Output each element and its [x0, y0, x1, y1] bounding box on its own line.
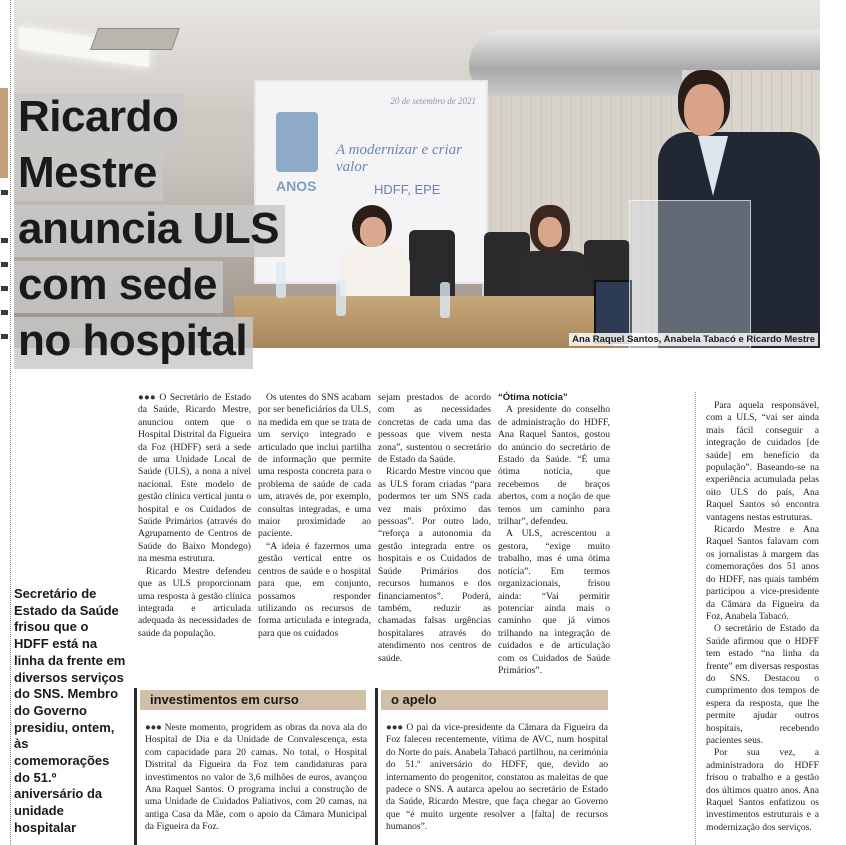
photo-caption: Ana Raquel Santos, Anabela Tabacó e Ricardo Mestre	[569, 333, 818, 346]
paragraph: O pai da vice-presidente da Câmara da Figueira da Foz faleceu recentemente, vítima de AVC, num hospital do Norte do país. Anabela Tabacó partilhou, na cerimónia do 51.º aniversário do HDFF, que, devido ao internamento do progenitor, constatou as maleitas de que padece o SNS. A autarca apelou ao secretário de Estado da Saúde, Ricardo Mestre, que faça chegar ao Governo que “é muito urgente resolver a [falta] de recursos humanos”.	[386, 722, 608, 833]
box-apelo	[386, 722, 608, 834]
margin-mark	[1, 238, 8, 243]
headline-line: com sede	[14, 261, 223, 313]
paragraph: Por sua vez, a administradora do HDFF frisou o trabalho e a gestão dos últimos quatro anos. Ana Raquel Santos enfatizou os investimentos estruturais e a modernização dos serviços.	[706, 747, 819, 833]
paragraph: O secretário de Estado da Saúde afirmou que o HDFF tem estado “na linha da frente” em diversas respostas do SNS. Destacou o cumprimento dos tempos de espera da resposta, que lhe permite ajudar outros hospitais, recebendo pacientes seus.	[706, 623, 819, 746]
paragraph: Para aquela responsável, com a ULS, “vai ser ainda mais fácil conseguir a integração de cuidados [de saúde] em benefício da população”. Baseando-se na experiência acumulada pelas oito ULS do país, Ana Raquel Santos só encontra vantagens nestas estruturas.	[706, 400, 819, 523]
paragraph: O Secretário de Estado da Saúde, Ricardo Mestre, anunciou ontem que o Hospital Distrital da Figueira da Foz (HDFF) será a sede de uma Unidade Local de Saúde (ULS), a nona a nível nacional. Este modelo de gestão clínica vertical junta o hospital e os Cuidados de Saúde Primários (através do Agrupamento de Centros de Saúde do Baixo Mondego) na mesma estrutura.	[138, 392, 251, 565]
headline-line: Ricardo	[14, 93, 184, 145]
slide-anos: ANOS	[276, 178, 317, 194]
margin-mark	[1, 334, 8, 339]
paragraph: A presidente do conselho de administração do HDFF, Ana Raquel Santos, gostou do anúncio do secretário de Estado da Saúde. “É uma ótima notícia, que recebemos de braços abertos, com a noção de que temos um caminho para trilhar”, defendeu.	[498, 404, 610, 528]
margin-mark	[1, 262, 8, 267]
box-rule	[375, 688, 378, 845]
glass-lectern	[629, 200, 751, 348]
margin-mark	[1, 310, 8, 315]
paragraph: Ricardo Mestre e Ana Raquel Santos falavam com os jornalistas à margem das comemorações dos 51 anos do HDFF, nas quais também participou a vice-presidente da Câmara da Figueira da Foz, Anabela Tabacó.	[706, 524, 819, 622]
paragraph: “A ideia é fazermos uma gestão vertical entre os centros de saúde e o hospital para que, em conjunto, possamos responder utilizando os recursos de forma articulada e integrada, para que os cuidados	[258, 540, 371, 639]
paragraph: Neste momento, progridem as obras da nova ala do Hospital de Dia e da Unidade de Convalescença, esta com capacidade para 20 camas. No total, o Hospital Distrital da Figueira da Foz tem candidaturas para investimentos no valor de 3,6 milhões de euros, avançou Ana Raquel Santos. O programa inclui a construção de uma Unidade de Cuidados Paliativos, com 20 camas, na antiga Casa da Mãe, com o apoio da Câmara Municipal da Figueira da Foz.	[145, 722, 367, 833]
headline-line: Mestre	[14, 149, 163, 201]
section-subhead: “Ótima notícia”	[498, 392, 568, 403]
slide-tagline: A modernizar e criar valor	[336, 142, 462, 175]
slide-org: HDFF, EPE	[374, 182, 441, 197]
article-column-2	[258, 392, 371, 640]
article-column-4	[498, 392, 610, 677]
margin-mark	[1, 190, 8, 195]
paragraph: sejam prestados de acordo com as necessidades concretas de cada uma das pessoas que vivem nesta zona”, sustentou o secretário de Estado da Saúde.	[378, 392, 491, 466]
paragraph: A ULS, acrescentou a gestora, “exige muito trabalho, mas é uma ótima notícia”. Em termos organizacionais, frisou ainda: “Vai permitir potenciar ainda mais o caminho que já vimos trilhando na integração de cuidados e de articulação com os Cuidados de Saúde Primários”.	[498, 528, 610, 676]
article-column-1	[138, 392, 251, 640]
bullet-marker: ●●●	[138, 392, 156, 403]
bullet-marker: ●●●	[145, 722, 162, 733]
headline	[14, 93, 314, 373]
bullet-marker: ●●●	[386, 722, 404, 733]
article-column-3	[378, 392, 491, 665]
slide-date: 20 de setembro de 2021	[390, 96, 476, 106]
lead-summary: Secretário de Estado da Saúde frisou que o HDFF está na linha da frente em diversos serviços do SNS. Membro do Governo presidiu, ontem, às comemorações do 51.º aniversário da unidade hospitalar	[14, 586, 126, 835]
photo-vent	[90, 28, 180, 50]
box-title-apelo: o apelo	[381, 690, 608, 710]
headline-line: anuncia ULS	[14, 205, 285, 257]
margin-mark	[1, 286, 8, 291]
margin-strip	[0, 0, 11, 845]
paragraph: Ricardo Mestre vincou que as ULS foram criadas “para podermos ter um SNS cada vez mais próximo das pessoas”. Por outro lado, “reforça a autonomia da gestão integrada entre os hospitais e os Cuidados de Saúde Primários dos recursos humanos e dos financiamentos”. Poderá, também, reduzir as chamadas falsas urgências hospitalares através do atendimento nos centros de saúde.	[378, 466, 491, 664]
box-rule	[134, 688, 137, 845]
box-title-investimentos: investimentos em curso	[140, 690, 366, 710]
headline-line: no hospital	[14, 317, 253, 369]
water-bottle	[440, 282, 450, 318]
paragraph: Ricardo Mestre defendeu que as ULS proporcionam uma resposta à gestão clínica integrada e articulada adequada às necessidades de saúde da população.	[138, 565, 251, 639]
article-column-5	[706, 400, 819, 834]
column-divider	[695, 392, 696, 845]
paragraph: Os utentes do SNS acabam por ser beneficiários da ULS, na medida em que se trata de um serviço integrado e articulado que inclui partilha de informação que permite uma resposta concreta para o problema de saúde de cada um, através de, por exemplo, consultas integradas, e uma maior proximidade ao paciente.	[258, 392, 371, 540]
margin-photo-edge	[0, 88, 8, 178]
water-bottle	[336, 280, 346, 316]
box-investimentos	[145, 722, 367, 834]
